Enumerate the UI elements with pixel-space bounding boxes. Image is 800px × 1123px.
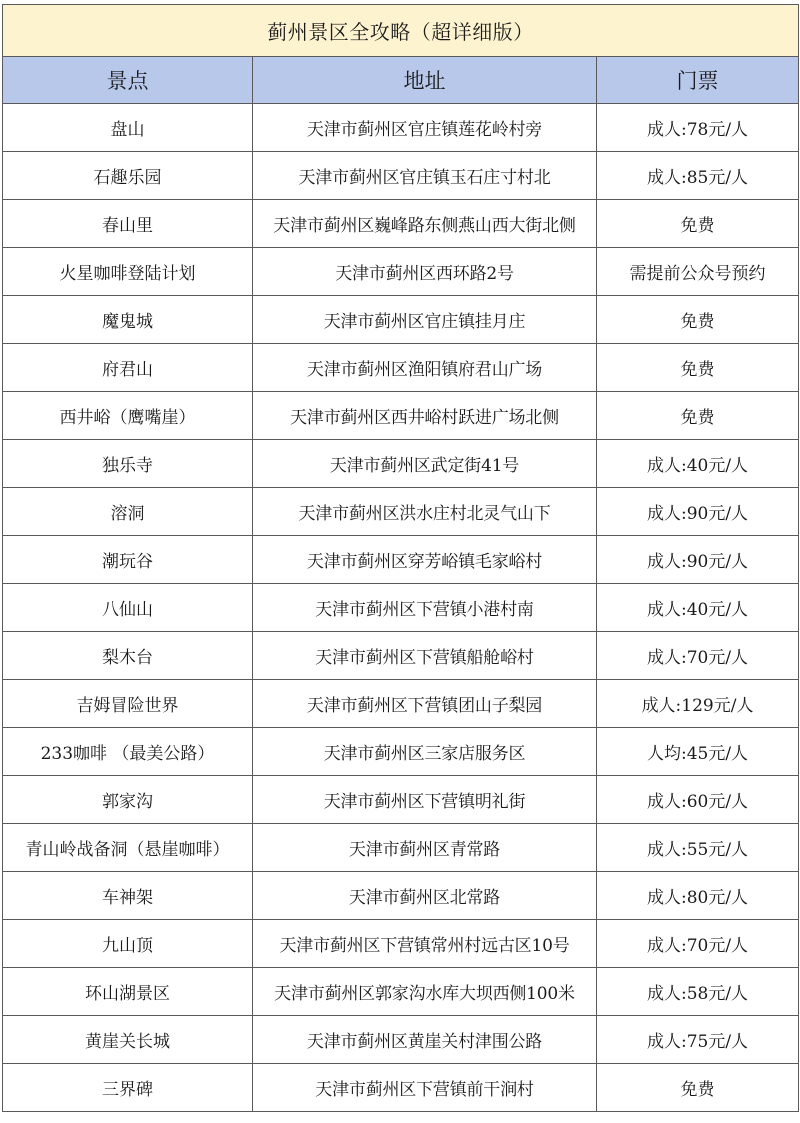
table-row [3,872,799,920]
table-row [3,680,799,728]
attraction-name-cell: 吉姆冒险世界 [3,680,253,728]
column-header-address: 地址 [253,57,597,104]
attraction-name-cell: 火星咖啡登陆计划 [3,248,253,296]
attraction-name-cell: 三界碑 [3,1064,253,1112]
attraction-ticket-cell: 成人:90元/人 [597,488,799,536]
table-row [3,104,799,152]
attraction-address-cell: 天津市蓟州区下营镇团山子梨园 [253,680,597,728]
attraction-address-cell: 天津市蓟州区西环路2号 [253,248,597,296]
attraction-address-cell: 天津市蓟州区渔阳镇府君山广场 [253,344,597,392]
table-row [3,1016,799,1064]
attraction-name-cell: 环山湖景区 [3,968,253,1016]
attraction-address-cell: 天津市蓟州区黄崖关村津围公路 [253,1016,597,1064]
attraction-address-cell: 天津市蓟州区郭家沟水库大坝西侧100米 [253,968,597,1016]
attraction-name-cell: 西井峪（鹰嘴崖） [3,392,253,440]
attraction-name-cell: 盘山 [3,104,253,152]
attraction-name-cell: 车神架 [3,872,253,920]
attraction-ticket-cell: 成人:70元/人 [597,920,799,968]
attraction-name-cell: 郭家沟 [3,776,253,824]
attraction-ticket-cell: 成人:129元/人 [597,680,799,728]
attraction-name-cell: 潮玩谷 [3,536,253,584]
table-row [3,440,799,488]
attraction-ticket-cell: 成人:60元/人 [597,776,799,824]
attraction-address-cell: 天津市蓟州区官庄镇玉石庄寸村北 [253,152,597,200]
table-row [3,536,799,584]
attraction-address-cell: 天津市蓟州区穿芳峪镇毛家峪村 [253,536,597,584]
attraction-ticket-cell: 成人:78元/人 [597,104,799,152]
table-row [3,968,799,1016]
attraction-ticket-cell: 成人:80元/人 [597,872,799,920]
attraction-ticket-cell: 需提前公众号预约 [597,248,799,296]
attraction-address-cell: 天津市蓟州区武定街41号 [253,440,597,488]
attraction-address-cell: 天津市蓟州区下营镇船舱峪村 [253,632,597,680]
attraction-name-cell: 魔鬼城 [3,296,253,344]
attraction-name-cell: 黄崖关长城 [3,1016,253,1064]
header-row [3,57,799,104]
attraction-address-cell: 天津市蓟州区下营镇常州村远古区10号 [253,920,597,968]
table-row [3,392,799,440]
table-row [3,776,799,824]
attraction-address-cell: 天津市蓟州区洪水庄村北灵气山下 [253,488,597,536]
column-header-ticket: 门票 [597,57,799,104]
attraction-name-cell: 青山岭战备洞（悬崖咖啡） [3,824,253,872]
attraction-address-cell: 天津市蓟州区官庄镇莲花岭村旁 [253,104,597,152]
attraction-ticket-cell: 成人:55元/人 [597,824,799,872]
attraction-address-cell: 天津市蓟州区青常路 [253,824,597,872]
table-row [3,248,799,296]
attractions-table [2,4,799,1112]
attraction-ticket-cell: 免费 [597,344,799,392]
attraction-name-cell: 九山顶 [3,920,253,968]
table-row [3,632,799,680]
table-row [3,584,799,632]
attraction-ticket-cell: 免费 [597,200,799,248]
title-row [3,5,799,57]
attraction-address-cell: 天津市蓟州区三家店服务区 [253,728,597,776]
attraction-ticket-cell: 成人:40元/人 [597,440,799,488]
attraction-address-cell: 天津市蓟州区下营镇前干涧村 [253,1064,597,1112]
attraction-ticket-cell: 免费 [597,296,799,344]
table-row [3,200,799,248]
attraction-name-cell: 八仙山 [3,584,253,632]
table-row [3,1064,799,1112]
attraction-name-cell: 233咖啡 （最美公路） [3,728,253,776]
table-row [3,296,799,344]
table-row [3,344,799,392]
attraction-address-cell: 天津市蓟州区巍峰路东侧燕山西大街北侧 [253,200,597,248]
attraction-ticket-cell: 成人:75元/人 [597,1016,799,1064]
table-row [3,488,799,536]
attraction-ticket-cell: 成人:58元/人 [597,968,799,1016]
attraction-address-cell: 天津市蓟州区下营镇明礼街 [253,776,597,824]
attraction-name-cell: 独乐寺 [3,440,253,488]
table-body [3,104,799,1112]
page-title: 蓟州景区全攻略（超详细版） [3,5,799,57]
attractions-sheet [2,4,798,1112]
table-row [3,728,799,776]
attraction-ticket-cell: 人均:45元/人 [597,728,799,776]
attraction-name-cell: 春山里 [3,200,253,248]
column-header-name: 景点 [3,57,253,104]
attraction-address-cell: 天津市蓟州区官庄镇挂月庄 [253,296,597,344]
attraction-address-cell: 天津市蓟州区北常路 [253,872,597,920]
table-row [3,152,799,200]
attraction-address-cell: 天津市蓟州区下营镇小港村南 [253,584,597,632]
attraction-ticket-cell: 成人:90元/人 [597,536,799,584]
attraction-ticket-cell: 免费 [597,392,799,440]
attraction-name-cell: 溶洞 [3,488,253,536]
attraction-ticket-cell: 成人:85元/人 [597,152,799,200]
table-row [3,920,799,968]
attraction-ticket-cell: 成人:40元/人 [597,584,799,632]
table-row [3,824,799,872]
attraction-name-cell: 梨木台 [3,632,253,680]
attraction-address-cell: 天津市蓟州区西井峪村跃进广场北侧 [253,392,597,440]
attraction-name-cell: 石趣乐园 [3,152,253,200]
attraction-ticket-cell: 成人:70元/人 [597,632,799,680]
attraction-name-cell: 府君山 [3,344,253,392]
attraction-ticket-cell: 免费 [597,1064,799,1112]
